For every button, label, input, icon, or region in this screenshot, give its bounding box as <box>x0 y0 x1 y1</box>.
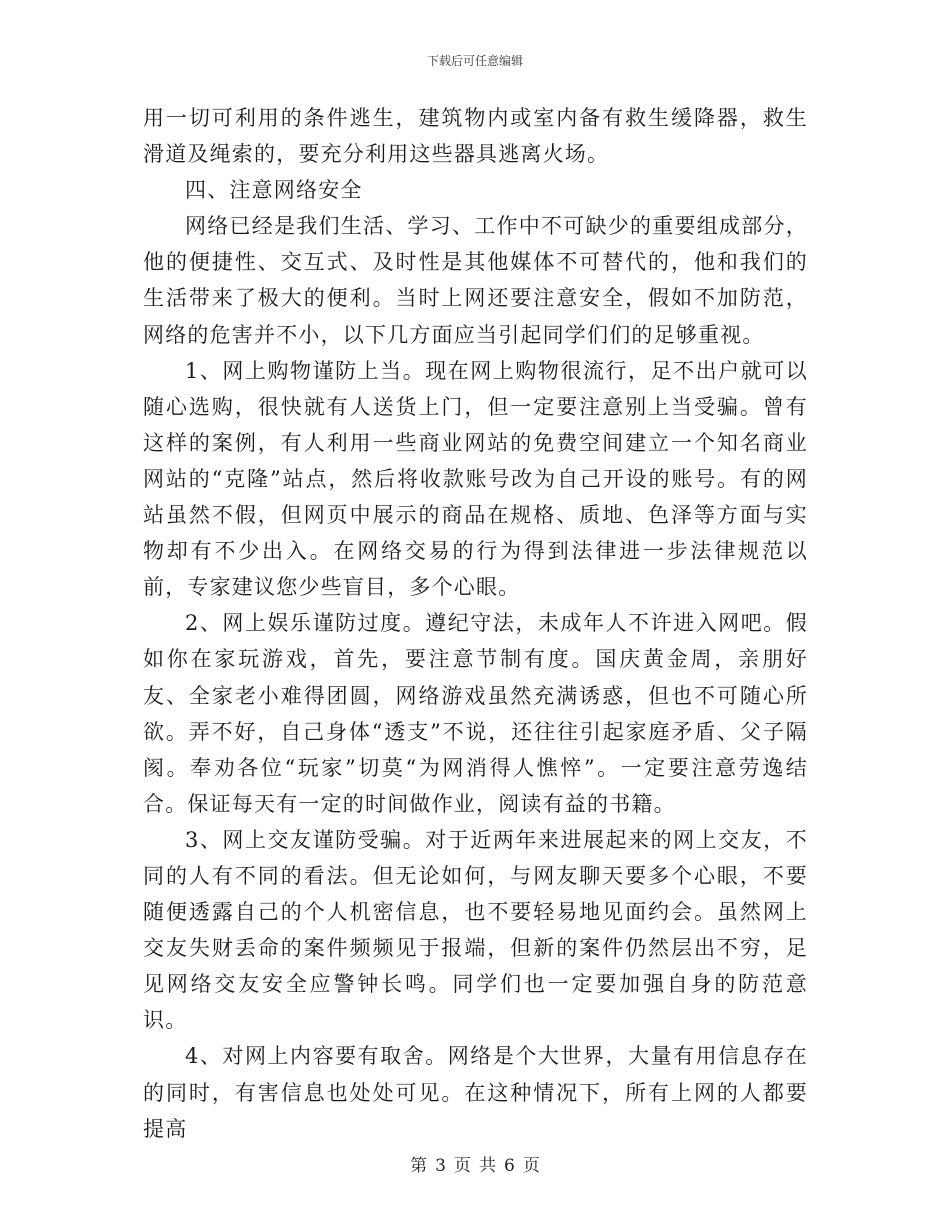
paragraph-item-4: 4、对网上内容要有取舍。网络是个大世界，大量有用信息存在的同时，有害信息也处处可见。在这种情况下，所有上网的人都要提高 <box>143 1044 808 1141</box>
paragraph-intro: 网络已经是我们生活、学习、工作中不可缺少的重要组成部分，他的便捷性、交互式、及时性是其他媒体不可替代的，他和我们的生活带来了极大的便利。当时上网还要注意安全，假如不加防范，网络的危害并不小，以下几方面应当引起同学们们的足够重视。 <box>143 214 808 347</box>
page-footer <box>0 1151 950 1176</box>
footer-label-mid-1: 页 <box>454 1156 471 1176</box>
section-heading: 四、注意网络安全 <box>185 178 363 203</box>
paragraph-item-1: 1、网上购物谨防上当。现在网上购物很流行，足不出户就可以随心选购，很快就有人送货上门，但一定要注意别上当受骗。曾有这样的案例，有人利用一些商业网站的免费空间建立一个知名商业网站的“克隆”站点，然后将收款账号改为自己开设的账号。有的网站虽然不假，但网页中展示的商品在规格、质地、色泽等方面与实物却有不少出入。在网络交易的行为得到法律进一步法律规范以前，专家建议您少些盲目，多个心眼。 <box>143 358 808 600</box>
footer-label-suffix: 页 <box>522 1156 540 1176</box>
footer-label-prefix: 第 <box>410 1156 428 1176</box>
paragraph-item-3: 3、网上交友谨防受骗。对于近两年来进展起来的网上交友，不同的人有不同的看法。但无论如何，与网友聊天要多个心眼，不要随便透露自己的个人机密信息，也不要轻易地见面约会。虽然网上交友失财丢命的案件频频见于报端，但新的案件仍然层出不穷，足见网络交友安全应警钟长鸣。同学们也一定要加强自身的防范意识。 <box>143 827 808 1033</box>
paragraph-1: 用一切可利用的条件逃生，建筑物内或室内备有救生缓降器，救生滑道及绳索的，要充分利用这些器具逃离火场。 <box>143 106 808 167</box>
document-body <box>143 100 808 1147</box>
footer-label-mid-2: 共 <box>479 1156 496 1176</box>
paragraph-item-2: 2、网上娱乐谨防过度。遵纪守法，未成年人不许进入网吧。假如你在家玩游戏，首先，要注意节制有度。国庆黄金周，亲朋好友、全家老小难得团圆，网络游戏虽然充满诱惑，但也不可随心所欲。弄不好，自己身体“透支”不说，还往往引起家庭矛盾、父子隔阂。奉劝各位“玩家”切莫“为网消得人憔悴”。一定要注意劳逸结合。保证每天有一定的时间做作业，阅读有益的书籍。 <box>143 611 808 816</box>
current-page-number: 3 <box>435 1156 446 1176</box>
page-header: 下载后可任意编辑 <box>426 54 523 68</box>
total-page-count: 6 <box>504 1156 515 1176</box>
